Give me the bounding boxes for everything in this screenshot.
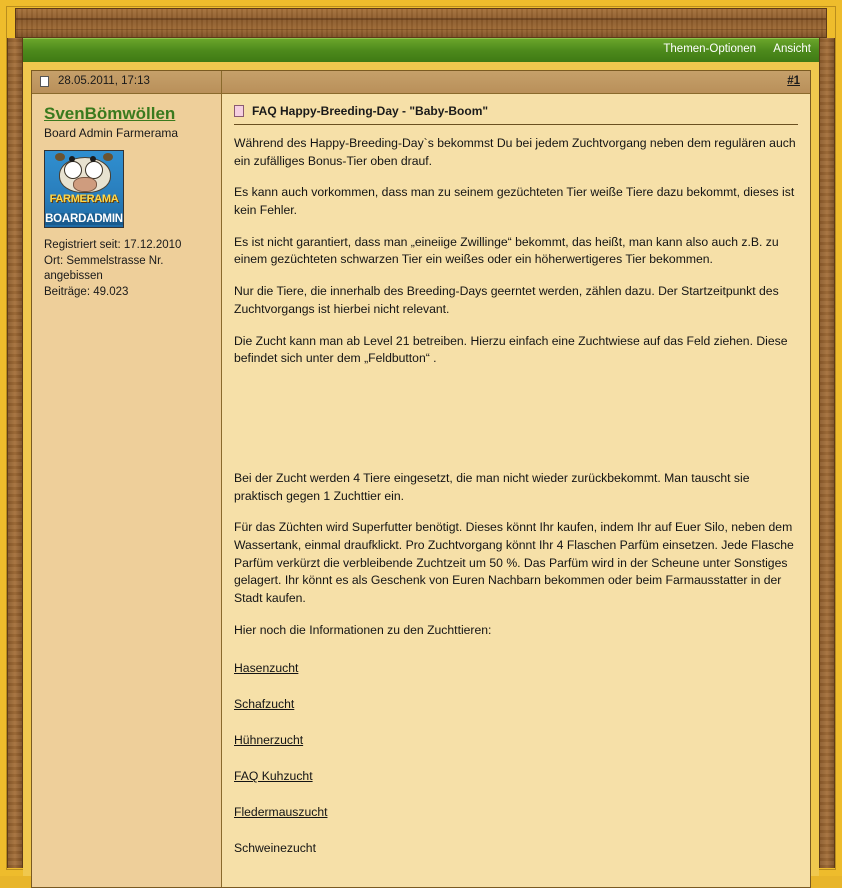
author-registered: Registriert seit: 17.12.2010: [44, 239, 182, 252]
post-paragraph: Die Zucht kann man ab Level 21 betreiben. Hierzu einfach eine Zuchtwiese auf das Feld ziehen. Diese befindet sich unter dem „Feldbutton“ .: [234, 333, 788, 366]
breeding-link-hasenzucht[interactable]: Hasenzucht: [234, 661, 299, 676]
message-column: [222, 94, 810, 887]
content-gap: [234, 382, 798, 470]
topic-options-link[interactable]: Themen-Optionen: [663, 43, 757, 55]
post-paragraph: Nur die Tiere, die innerhalb des Breeding-Days geerntet werden, zählen dazu. Der Startzeitpunkt des Zuchtvorgangs ist hierbei nicht relevant.: [234, 284, 779, 316]
breeding-link-schweinezucht[interactable]: Schweinezucht: [234, 841, 316, 856]
author-title: Board Admin Farmerama: [44, 126, 179, 141]
cow-horn-right-icon: [103, 153, 113, 161]
post-paragraph: Für das Züchten wird Superfutter benötigt. Dieses könnt Ihr kaufen, indem Ihr auf Euer Silo, neben dem Wassertank, einmal draufklickt. Pro Zuchtvorgang könnt Ihr 4 Flaschen Parfüm einsetzen. Jede Flasche Parfüm verkürzt die verbleibende Zuchtzeit um 50 %. Das Parfüm wird in der Scheune unter Sonstiges gelagert. Ihr könnt es als Geschenk von Euren Nachbarn bekommen oder beim Farmausstatter in der Stadt kaufen.: [234, 520, 794, 605]
cow-horn-left-icon: [55, 153, 65, 161]
avatar-brand-text: FARMERAMA: [49, 193, 119, 206]
wood-rail-right: [819, 38, 835, 868]
author-column: [32, 94, 222, 887]
post-title-row: [234, 104, 798, 125]
cow-snout-icon: [73, 177, 97, 192]
breeding-link-schafzucht[interactable]: Schafzucht: [234, 697, 295, 712]
author-name-link[interactable]: SvenBömwöllen: [44, 104, 176, 123]
author-post-count: Beiträge: 49.023: [44, 285, 129, 298]
post-paragraph: Hier noch die Informationen zu den Zuchttieren:: [234, 622, 492, 637]
post-header: [32, 71, 810, 94]
post-paragraph: Es kann auch vorkommen, dass man zu seinem gezüchteten Tier weiße Tiere dazu bekommt, dieses ist kein Fehler.: [234, 185, 795, 218]
post-date: 28.05.2011, 17:13: [58, 75, 150, 87]
author-location-line1: Ort: Semmelstrasse Nr.: [44, 254, 164, 267]
toolbar-links: [649, 43, 811, 55]
breeding-link-huehnerzucht[interactable]: Hühnerzucht: [234, 733, 304, 748]
post-title: FAQ Happy-Breeding-Day - "Baby-Boom": [252, 104, 489, 118]
content-area: [23, 38, 819, 876]
avatar-role-text: BOARDADMIN: [45, 213, 123, 226]
breeding-link-kuhzucht[interactable]: FAQ Kuhzucht: [234, 769, 313, 784]
post-title-icon: [234, 105, 244, 117]
post-paragraph: Es ist nicht garantiert, dass man „eineiige Zwillinge“ bekommt, das heißt, man kann also auch z.B. zu einem gezüchteten schwarzen Tier ein weißes oder ein höherwertigeres Tier bekommen.: [234, 234, 779, 267]
wood-rail-left: [7, 38, 23, 868]
breeding-link-fledermauszucht[interactable]: Fledermauszucht: [234, 805, 328, 820]
post-paragraph: Während des Happy-Breeding-Day`s bekommst Du bei jedem Zuchtvorgang neben dem regulären auch ein zufälliges Bonus-Tier oben drauf.: [234, 136, 796, 168]
author-location-line2: angebissen: [44, 270, 103, 283]
post-body: [32, 94, 810, 887]
avatar[interactable]: [44, 150, 124, 228]
wood-header-banner: [15, 8, 827, 38]
forum-toolbar: [23, 38, 819, 62]
view-options-link[interactable]: Ansicht: [773, 43, 811, 55]
post-number-link[interactable]: #1: [787, 75, 800, 87]
page-icon: [40, 76, 49, 87]
post-container: [31, 70, 811, 888]
post-paragraph: Bei der Zucht werden 4 Tiere eingesetzt, die man nicht wieder zurückbekommt. Man tauscht sie praktisch gegen 1 Zuchttier ein.: [234, 470, 750, 503]
